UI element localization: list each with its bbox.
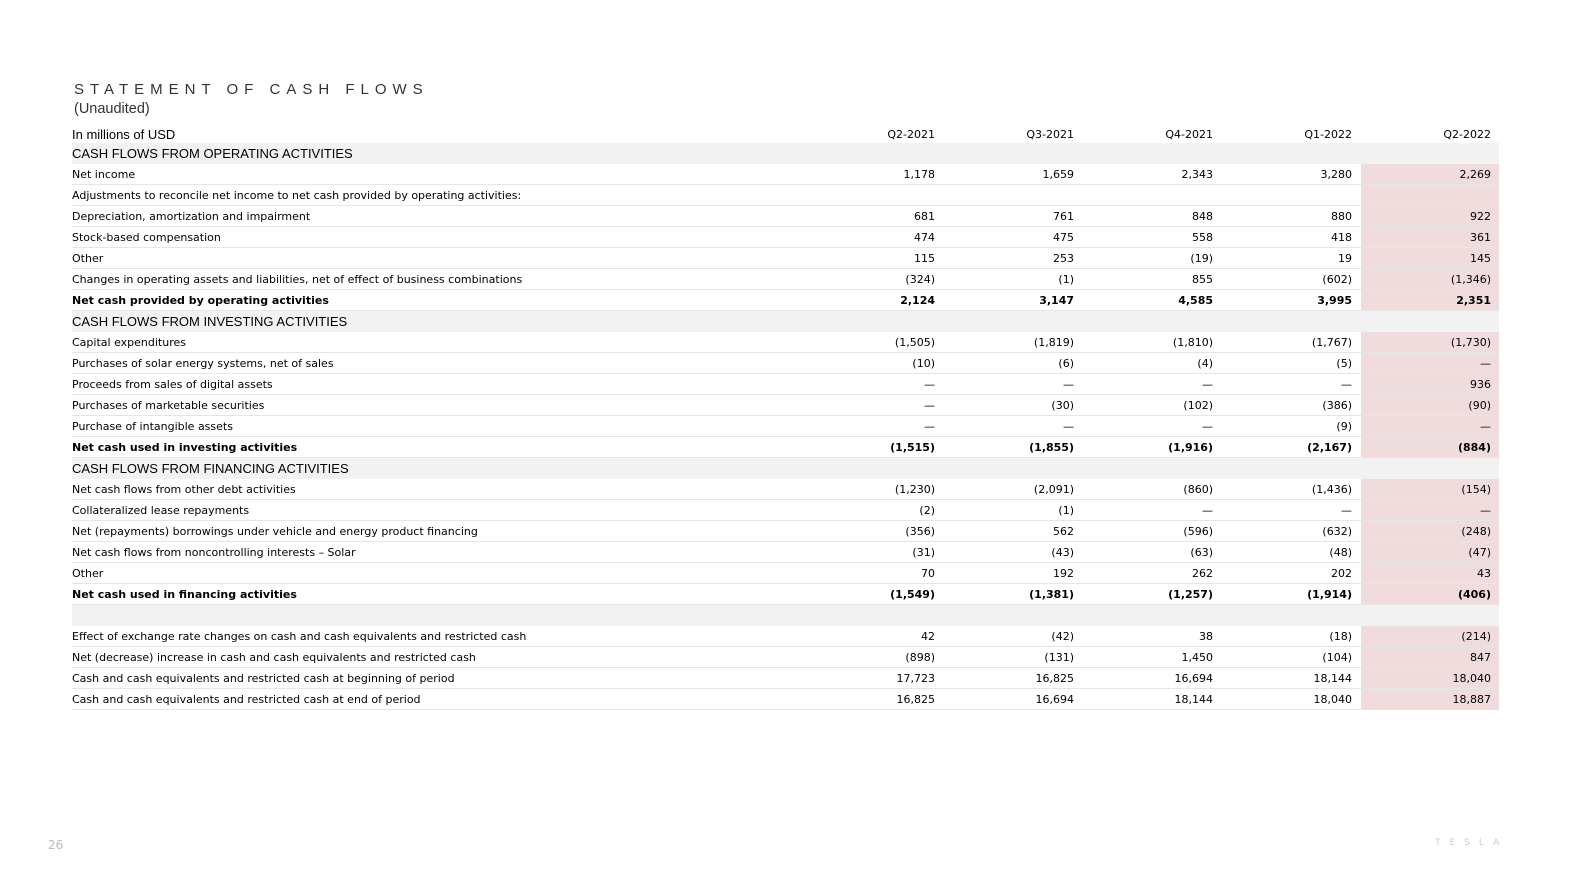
row-label: Net income [72,168,136,181]
value-cell-q2-2022: (214) [1461,630,1491,643]
value-cell-q3-2021: 192 [1053,567,1074,580]
table-row [72,584,1499,605]
row-label: Collateralized lease repayments [72,504,250,517]
value-cell-q3-2021: (131) [1044,651,1074,664]
value-cell-q3-2021: (6) [1058,357,1074,370]
value-cell-q2-2021: (2) [919,504,935,517]
value-cell-q2-2021: 474 [914,231,935,244]
table-row [72,668,1499,689]
value-cell-q2-2021: (1,505) [894,336,935,349]
row-label: Net cash used in investing activities [72,441,298,454]
table-row [72,290,1499,311]
row-label: CASH FLOWS FROM FINANCING ACTIVITIES [72,461,349,476]
value-cell-q4-2021: — [1202,504,1213,517]
value-cell-q2-2021: (324) [905,273,935,286]
table-row [72,332,1499,353]
value-cell-q2-2021: 70 [921,567,935,580]
value-cell-q1-2022: (386) [1322,399,1352,412]
row-label: Proceeds from sales of digital assets [72,378,273,391]
value-cell-q1-2022: 880 [1331,210,1352,223]
value-cell-q2-2021: (1,230) [894,483,935,496]
value-cell-q2-2022: (1,730) [1450,336,1491,349]
value-cell-q3-2021: (1,381) [1029,588,1074,601]
table-row [72,353,1499,374]
value-cell-q3-2021: (1) [1058,273,1074,286]
value-cell-q3-2021: 761 [1053,210,1074,223]
column-header-q4-2021: Q4-2021 [1165,128,1213,141]
row-label: Net (repayments) borrowings under vehicle and energy product financing [72,525,478,538]
table-row [72,521,1499,542]
row-label: Net cash provided by operating activities [72,294,329,307]
value-cell-q4-2021: — [1202,420,1213,433]
value-cell-q4-2021: 18,144 [1174,693,1213,706]
value-cell-q3-2021: (30) [1051,399,1074,412]
statement-subtitle: (Unaudited) [74,101,150,117]
row-label: Changes in operating assets and liabilities, net of effect of business combinations [72,273,523,286]
table-row [72,563,1499,584]
value-cell-q2-2021: (10) [912,357,935,370]
row-label: Net (decrease) increase in cash and cash equivalents and restricted cash [72,651,476,664]
value-cell-q4-2021: (1,257) [1168,588,1213,601]
row-label: Capital expenditures [72,336,186,349]
value-cell-q2-2022: 2,269 [1459,168,1491,181]
row-label: Other [72,567,104,580]
value-cell-q1-2022: — [1341,504,1352,517]
table-row [72,248,1499,269]
value-cell-q4-2021: 38 [1199,630,1213,643]
value-cell-q4-2021: (4) [1197,357,1213,370]
column-header-q2-2022: Q2-2022 [1443,128,1491,141]
value-cell-q2-2021: — [924,420,935,433]
value-cell-q4-2021: 262 [1192,567,1213,580]
row-label: CASH FLOWS FROM INVESTING ACTIVITIES [72,314,348,329]
value-cell-q2-2022: 18,887 [1452,693,1491,706]
table-row [72,269,1499,290]
value-cell-q2-2022: 2,351 [1456,294,1491,307]
table-row [72,227,1499,248]
value-cell-q1-2022: (602) [1322,273,1352,286]
value-cell-q1-2022: 202 [1331,567,1352,580]
value-cell-q1-2022: (104) [1322,651,1352,664]
value-cell-q4-2021: (596) [1183,525,1213,538]
table-row [72,689,1499,710]
value-cell-q2-2021: (1,549) [890,588,935,601]
value-cell-q2-2021: 42 [921,630,935,643]
value-cell-q3-2021: 475 [1053,231,1074,244]
value-cell-q3-2021: (1) [1058,504,1074,517]
row-label: Cash and cash equivalents and restricted cash at end of period [72,693,421,706]
value-cell-q3-2021: 562 [1053,525,1074,538]
value-cell-q1-2022: (18) [1329,630,1352,643]
value-cell-q1-2022: 18,144 [1313,672,1352,685]
value-cell-q2-2022: 18,040 [1452,672,1491,685]
value-cell-q4-2021: (1,810) [1172,336,1213,349]
value-cell-q2-2022: (884) [1457,441,1491,454]
value-cell-q2-2022: (90) [1468,399,1491,412]
row-label: Stock-based compensation [72,231,221,244]
value-cell-q3-2021: 253 [1053,252,1074,265]
value-cell-q2-2022: — [1480,357,1491,370]
section-header-row [72,311,1499,332]
value-cell-q4-2021: (102) [1183,399,1213,412]
table-row [72,626,1499,647]
value-cell-q1-2022: (5) [1336,357,1352,370]
value-cell-q3-2021: (2,091) [1033,483,1074,496]
value-cell-q1-2022: 418 [1331,231,1352,244]
row-label: Cash and cash equivalents and restricted cash at beginning of period [72,672,455,685]
value-cell-q2-2022: 43 [1477,567,1491,580]
value-cell-q2-2021: 17,723 [896,672,935,685]
page-number: 26 [48,838,64,852]
value-cell-q1-2022: (48) [1329,546,1352,559]
value-cell-q2-2021: 115 [914,252,935,265]
section-header-row [72,143,1499,164]
value-cell-q4-2021: (1,916) [1168,441,1213,454]
value-cell-q1-2022: 3,995 [1317,294,1352,307]
value-cell-q2-2022: 847 [1470,651,1491,664]
value-cell-q3-2021: 16,825 [1035,672,1074,685]
value-cell-q2-2021: 681 [914,210,935,223]
value-cell-q1-2022: 19 [1338,252,1352,265]
section-header-row [72,458,1499,479]
value-cell-q2-2022: (1,346) [1450,273,1491,286]
value-cell-q1-2022: (1,914) [1307,588,1352,601]
value-cell-q3-2021: — [1063,420,1074,433]
table-row [72,395,1499,416]
value-cell-q4-2021: 855 [1192,273,1213,286]
value-cell-q2-2021: 2,124 [900,294,935,307]
table-row [72,185,1499,206]
value-cell-q3-2021: (42) [1051,630,1074,643]
value-cell-q2-2022: (248) [1461,525,1491,538]
value-cell-q2-2021: 1,178 [903,168,935,181]
value-cell-q4-2021: (63) [1190,546,1213,559]
row-label: CASH FLOWS FROM OPERATING ACTIVITIES [72,146,353,161]
value-cell-q2-2022: 922 [1470,210,1491,223]
table-row [72,647,1499,668]
value-cell-q2-2022: (47) [1468,546,1491,559]
value-cell-q1-2022: — [1341,378,1352,391]
value-cell-q2-2021: — [924,378,935,391]
row-label: Adjustments to reconcile net income to net cash provided by operating activities: [72,189,522,202]
value-cell-q3-2021: (1,819) [1033,336,1074,349]
statement-title: STATEMENT OF CASH FLOWS [74,81,429,98]
value-cell-q4-2021: 4,585 [1178,294,1213,307]
value-cell-q2-2022: — [1480,420,1491,433]
table-row [72,479,1499,500]
table-row [72,437,1499,458]
row-label: Purchases of solar energy systems, net of sales [72,357,334,370]
row-label: Effect of exchange rate changes on cash and cash equivalents and restricted cash [72,630,527,643]
table-header [72,124,1499,144]
cash-flow-table [72,143,1499,710]
value-cell-q3-2021: 1,659 [1042,168,1074,181]
value-cell-q1-2022: 3,280 [1320,168,1352,181]
row-label: Net cash flows from other debt activities [72,483,296,496]
value-cell-q4-2021: 1,450 [1181,651,1213,664]
row-label: Net cash flows from noncontrolling interests – Solar [72,546,356,559]
spacer-row [72,605,1499,626]
value-cell-q2-2022: (154) [1461,483,1491,496]
value-cell-q1-2022: (9) [1336,420,1352,433]
row-label: Net cash used in financing activities [72,588,297,601]
value-cell-q3-2021: (1,855) [1029,441,1074,454]
value-cell-q1-2022: 18,040 [1313,693,1352,706]
value-cell-q2-2021: (31) [912,546,935,559]
value-cell-q2-2021: 16,825 [896,693,935,706]
value-cell-q3-2021: 16,694 [1035,693,1074,706]
table-row [72,164,1499,185]
value-cell-q2-2021: (1,515) [890,441,935,454]
row-label: Depreciation, amortization and impairment [72,210,311,223]
value-cell-q4-2021: 2,343 [1181,168,1213,181]
value-cell-q4-2021: — [1202,378,1213,391]
row-label: Other [72,252,104,265]
row-label: Purchases of marketable securities [72,399,265,412]
value-cell-q3-2021: (43) [1051,546,1074,559]
value-cell-q2-2021: — [924,399,935,412]
value-cell-q4-2021: (860) [1183,483,1213,496]
table-row [72,206,1499,227]
value-cell-q2-2022: 361 [1470,231,1491,244]
table-row [72,374,1499,395]
table-row [72,416,1499,437]
value-cell-q4-2021: 558 [1192,231,1213,244]
row-label: Purchase of intangible assets [72,420,233,433]
value-cell-q1-2022: (2,167) [1307,441,1352,454]
table-row [72,500,1499,521]
column-header-q3-2021: Q3-2021 [1026,128,1074,141]
value-cell-q2-2021: (898) [905,651,935,664]
value-cell-q2-2022: (406) [1457,588,1491,601]
highlight-column-cell [1361,185,1499,205]
value-cell-q2-2022: 145 [1470,252,1491,265]
table-row [72,542,1499,563]
column-header-q1-2022: Q1-2022 [1304,128,1352,141]
value-cell-q4-2021: 16,694 [1174,672,1213,685]
value-cell-q1-2022: (1,436) [1311,483,1352,496]
value-cell-q3-2021: — [1063,378,1074,391]
units-label: In millions of USD [72,127,176,142]
value-cell-q1-2022: (1,767) [1311,336,1352,349]
value-cell-q2-2021: (356) [905,525,935,538]
value-cell-q3-2021: 3,147 [1039,294,1074,307]
value-cell-q2-2022: 936 [1470,378,1491,391]
value-cell-q4-2021: (19) [1190,252,1213,265]
value-cell-q4-2021: 848 [1192,210,1213,223]
value-cell-q1-2022: (632) [1322,525,1352,538]
value-cell-q2-2022: — [1480,504,1491,517]
column-header-q2-2021: Q2-2021 [887,128,935,141]
tesla-logo: TESLA [1435,838,1509,848]
